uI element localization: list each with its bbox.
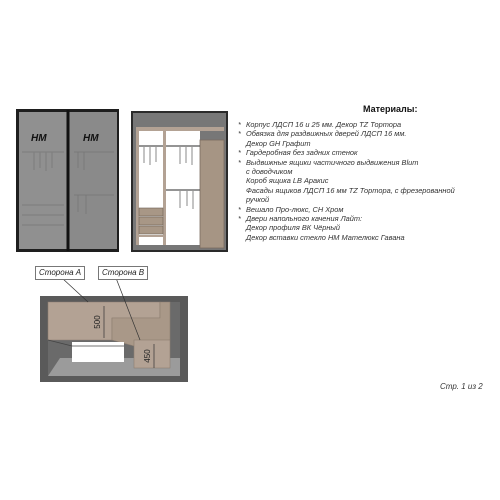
drawer [139, 208, 163, 216]
materials-line-text: Декор профиля ВК Чёрный [246, 223, 340, 233]
materials-line-text: с доводчиком [246, 167, 293, 177]
materials-line [238, 129, 496, 138]
door-divider-profile [67, 110, 70, 251]
open-door-panel [200, 140, 224, 248]
bullet-star: * [238, 214, 241, 224]
doors-closed-view [16, 109, 119, 252]
bullet-star: * [238, 120, 241, 129]
materials-line [238, 148, 496, 157]
materials-line [238, 120, 496, 129]
left-side-panel [136, 127, 139, 245]
dimension-450: 450 [143, 349, 152, 363]
materials-line [238, 233, 496, 242]
materials-line [238, 139, 496, 148]
bullet-star: * [238, 204, 241, 214]
materials-line [238, 205, 496, 214]
drawers [139, 208, 163, 234]
materials-line-text: Корпус ЛДСП 16 и 25 мм. Декор TZ Тортора [246, 120, 402, 129]
materials-line [238, 176, 496, 185]
materials-line [238, 223, 496, 232]
materials-line-text: Вешало Про-люкс, СН Хром [246, 204, 344, 214]
materials-line [238, 167, 496, 176]
materials-line [238, 195, 496, 204]
materials-line-text: Декор GH Графит [246, 138, 311, 148]
materials-line-text: Гардеробная без задних стенок [246, 148, 358, 158]
materials-line-text: Двери напольного качения Лайт: [246, 214, 363, 224]
bullet-star: * [238, 129, 241, 139]
door-label-right: НМ [83, 133, 99, 144]
interior-open-view [131, 111, 228, 252]
materials-title: Материалы: [363, 104, 418, 114]
page-number: Стр. 1 из 2 [440, 382, 483, 391]
plan-opening [72, 342, 124, 362]
materials-line-text: Декор вставки стекло НМ Мателюкс Гавана [246, 232, 405, 242]
side-b-label: Сторона В [98, 266, 148, 280]
materials-line-text: Короб ящика LB Аракис [246, 176, 329, 186]
drawer [139, 226, 163, 234]
materials-list [238, 120, 496, 242]
materials-line-text: Обвязка для раздвижных дверей ЛДСП 16 мм. [246, 129, 407, 139]
bullet-star: * [238, 148, 241, 158]
middle-partition [163, 131, 166, 245]
materials-line [238, 214, 496, 223]
materials-line-text: Выдвижные ящики частичного выдвижения Blum [246, 157, 419, 167]
top-shelf [136, 127, 224, 131]
bottom-shelf [139, 235, 163, 237]
materials-line [238, 186, 496, 195]
bullet-star: * [238, 157, 241, 167]
side-a-label: Сторона А [35, 266, 85, 280]
materials-line [238, 158, 496, 167]
dimension-500: 500 [93, 315, 102, 329]
materials-line-text: ручкой [246, 195, 270, 205]
drawer [139, 217, 163, 225]
materials-line-text: Фасады ящиков ЛДСП 16 мм TZ Тортора, с фрезерованной [246, 185, 455, 195]
door-label-left: НМ [31, 133, 47, 144]
side-b-front [134, 340, 170, 368]
plan-view [40, 278, 188, 382]
